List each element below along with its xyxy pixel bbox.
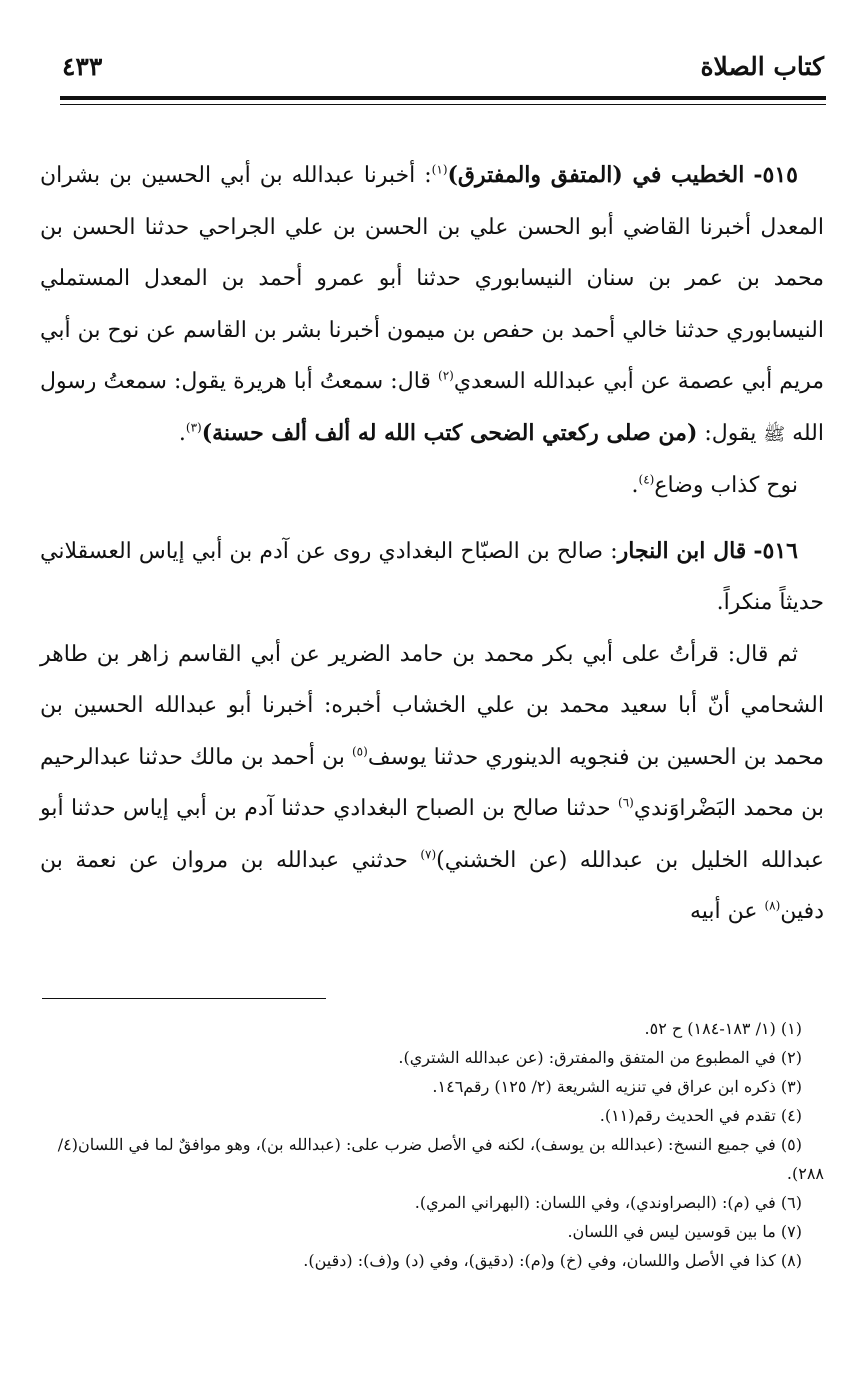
note-nuh-end: . [631, 473, 639, 498]
footnote-8 [44, 1246, 824, 1275]
paragraph-515 [40, 150, 824, 460]
text-515-part3: يقول: [697, 420, 764, 446]
isnad-part1: ثم قال: قرأتُ على أبي بكر محمد بن حامد الضرير عن أبي القاسم زاهر بن طاهر الشحامي أنّ أبا سعيد محمد بن علي الخشاب أخبره: أخبرنا أبو عبدالله الحسين بن محمد بن الحسين بن فنجويه الدينوري حدثنا يوسف [40, 641, 825, 770]
text-515-end: . [178, 420, 186, 446]
main-text [40, 150, 824, 938]
isnad-part2: بن أحمد بن مالك حدثنا عبدالرحيم بن محمد البَضْراوَندي [40, 744, 825, 821]
footnote-ref-4: (٤) [638, 472, 655, 487]
footnote-text: (٢) في المطبوع من المتفق والمفترق: (عن عبدالله الشتري). [398, 1048, 802, 1067]
text-516-part1: : صالح بن الصبّاح البغدادي روى عن آدم بن أبي إياس العسقلاني حديثاً منكراً. [40, 538, 824, 615]
isnad-part3: حدثنا صالح بن الصباح البغدادي حدثنا آدم بن أبي إياس حدثنا أبو عبدالله الخليل بن عبدالله (عن الخشني) [40, 796, 824, 873]
footnote-4 [44, 1101, 824, 1130]
footnote-text: (١) (١/ ١٨٣-١٨٤) ح ٥٢. [644, 1019, 802, 1038]
running-header [62, 52, 824, 92]
note-nuh: نوح كذاب وضاع [654, 473, 798, 498]
footnote-ref-5: (٥) [351, 744, 368, 759]
footnote-5 [44, 1130, 824, 1188]
salla-ligature: ﷺ [763, 423, 786, 445]
footnote-text: (٧) ما بين قوسين ليس في اللسان. [567, 1222, 802, 1241]
footnote-3 [44, 1072, 824, 1101]
hadith-number-516: ٥١٦- [753, 537, 798, 564]
footnote-text: (٦) في (م): (البصراوندي)، وفي اللسان: (البهراني المري). [414, 1193, 802, 1212]
footnote-ref-8: (٨) [764, 898, 781, 913]
header-rule-thick [60, 96, 826, 100]
footnote-text: (٥) في جميع النسخ: (عبدالله بن يوسف)، لكنه في الأصل ضرب على: (عبدالله بن)، وهو موافقٌ لما في اللسان(٤/ ٢٨٨). [57, 1135, 824, 1183]
isnad-part4: حدثني عبدالله بن مروان عن نعمة بن دفين [40, 847, 824, 924]
chapter-title: كتاب الصلاة [700, 52, 824, 81]
footnote-2 [44, 1043, 824, 1072]
text-515-part1: : أخبرنا عبدالله بن أبي الحسين بن بشران المعدل أخبرنا القاضي أبو الحسن علي بن الحسن بن علي الجراحي حدثنا الحسن بن محمد بن عمر بن سنان النيسابوري حدثنا أبو عمرو أحمد بن المعدل المستملي النيسابوري حدثنا خالي أحمد بن حفص بن ميمون أخبرنا بشر بن القاسم عن نوح بن أبي مريم أبي عصمة عن أبي عبدالله السعدي [40, 163, 824, 394]
source-label-515: الخطيب في (المتفق والمفترق) [447, 162, 745, 188]
paragraph-nuh-note [40, 460, 824, 512]
footnote-ref-3: (٣) [185, 420, 202, 435]
hadith-matn-515: (من صلى ركعتي الضحى كتب الله له ألف ألف حسنة) [201, 419, 698, 446]
footnotes [44, 1014, 824, 1275]
isnad-part5: عن أبيه [689, 899, 765, 924]
paragraph-isnad [40, 629, 824, 938]
text-515-part2: قال: سمعتُ أبا هريرة يقول: سمعتُ رسول الله [40, 369, 824, 446]
header-rule-thin [60, 104, 826, 105]
footnote-ref-6: (٦) [618, 795, 634, 810]
footnote-text: (٣) ذكره ابن عراق في تنزيه الشريعة (٢/ ١٢٥) رقم١٤٦. [432, 1077, 802, 1096]
footnote-text: (٤) تقدم في الحديث رقم(١١). [599, 1106, 802, 1125]
footnote-text: (٨) كذا في الأصل واللسان، وفي (خ) و(م): (دقيق)، وفي (د) و(ف): (دقين). [303, 1251, 802, 1270]
footnote-ref-7: (٧) [420, 847, 437, 862]
footnote-ref-2: (٢) [438, 368, 454, 383]
footnote-1 [44, 1014, 824, 1043]
hadith-number-515: ٥١٥- [753, 162, 798, 188]
page-number: ٤٣٣ [62, 52, 103, 81]
paragraph-516 [40, 526, 824, 629]
footnote-ref-1: (١) [431, 162, 448, 177]
footnote-7 [44, 1217, 824, 1246]
source-label-516: قال ابن النجار [617, 537, 747, 564]
footnote-separator [42, 998, 326, 999]
footnote-6 [44, 1188, 824, 1217]
